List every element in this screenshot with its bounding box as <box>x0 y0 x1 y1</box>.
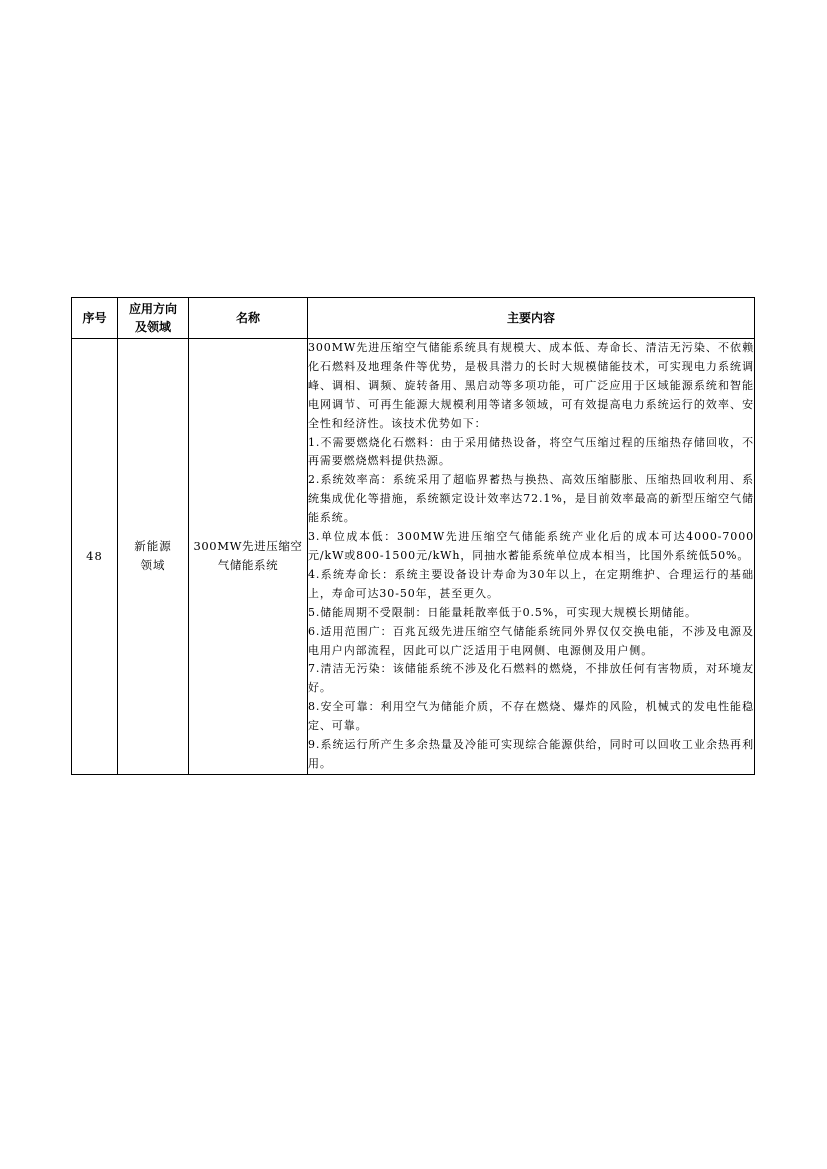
content-item-2: 2.系统效率高：系统采用了超临界蓄热与换热、高效压缩膨胀、压缩热回收利用、系统集成优化等措施，系统额定设计效率达72.1%，是目前效率最高的新型压缩空气储能系统。 <box>308 473 754 525</box>
content-item-1: 1.不需要燃烧化石燃料：由于采用储热设备，将空气压缩过程的压缩热存储回收，不再需要燃烧燃料提供热源。 <box>308 435 754 468</box>
content-item-4: 4.系统寿命长：系统主要设备设计寿命为30年以上，在定期维护、合理运行的基础上，寿命可达30-50年，甚至更久。 <box>308 567 754 600</box>
table-header-row <box>72 298 755 339</box>
content-intro: 300MW先进压缩空气储能系统具有规模大、成本低、寿命长、清洁无污染、不依赖化石燃料及地理条件等优势，是极具潜力的长时大规模储能技术，可实现电力系统调峰、调相、调频、旋转备用、黑启动等多项功能，可广泛应用于区域能源系统和智能电网调节、可再生能源大规模利用等诸多领域，可有效提高电力系统运行的效率、安全性和经济性。该技术优势如下： <box>308 341 754 430</box>
cell-field <box>118 339 189 775</box>
content-item-3: 3.单位成本低：300MW先进压缩空气储能系统产业化后的成本可达4000-7000元/kW或800-1500元/kWh，同抽水蓄能系统单位成本相当，比国外系统低50%。 <box>308 530 754 562</box>
content-item-8: 8.安全可靠：利用空气为储能介质，不存在燃烧、爆炸的风险，机械式的发电性能稳定、可靠。 <box>308 700 754 733</box>
cell-name <box>189 339 308 775</box>
header-name: 名称 <box>189 298 308 339</box>
header-content: 主要内容 <box>308 298 755 339</box>
cell-field-line2: 领域 <box>140 558 166 573</box>
table-row <box>72 339 755 775</box>
header-field-line1: 应用方向 <box>128 302 177 316</box>
content-item-6: 6.适用范围广：百兆瓦级先进压缩空气储能系统同外界仅仅交换电能，不涉及电源及电用户内部流程，因此可以广泛适用于电网侧、电源侧及用户侧。 <box>308 624 754 657</box>
cell-seq: 48 <box>72 339 118 775</box>
cell-name-line1: 300MW先进压缩空 <box>193 539 303 554</box>
header-seq: 序号 <box>72 298 118 339</box>
header-field <box>118 298 189 339</box>
content-item-5: 5.储能周期不受限制：日能量耗散率低于0.5%，可实现大规模长期储能。 <box>308 605 697 619</box>
content-item-9: 9.系统运行所产生多余热量及冷能可实现综合能源供给，同时可以回收工业余热再利用。 <box>308 738 754 770</box>
technology-table <box>71 297 755 775</box>
cell-field-line1: 新能源 <box>134 539 172 554</box>
cell-content <box>308 339 755 775</box>
header-field-line2: 及领域 <box>134 320 171 334</box>
content-item-7: 7.清洁无污染：该储能系统不涉及化石燃料的燃烧，不排放任何有害物质，对环境友好。 <box>308 662 754 695</box>
cell-name-line2: 气储能系统 <box>217 558 279 573</box>
